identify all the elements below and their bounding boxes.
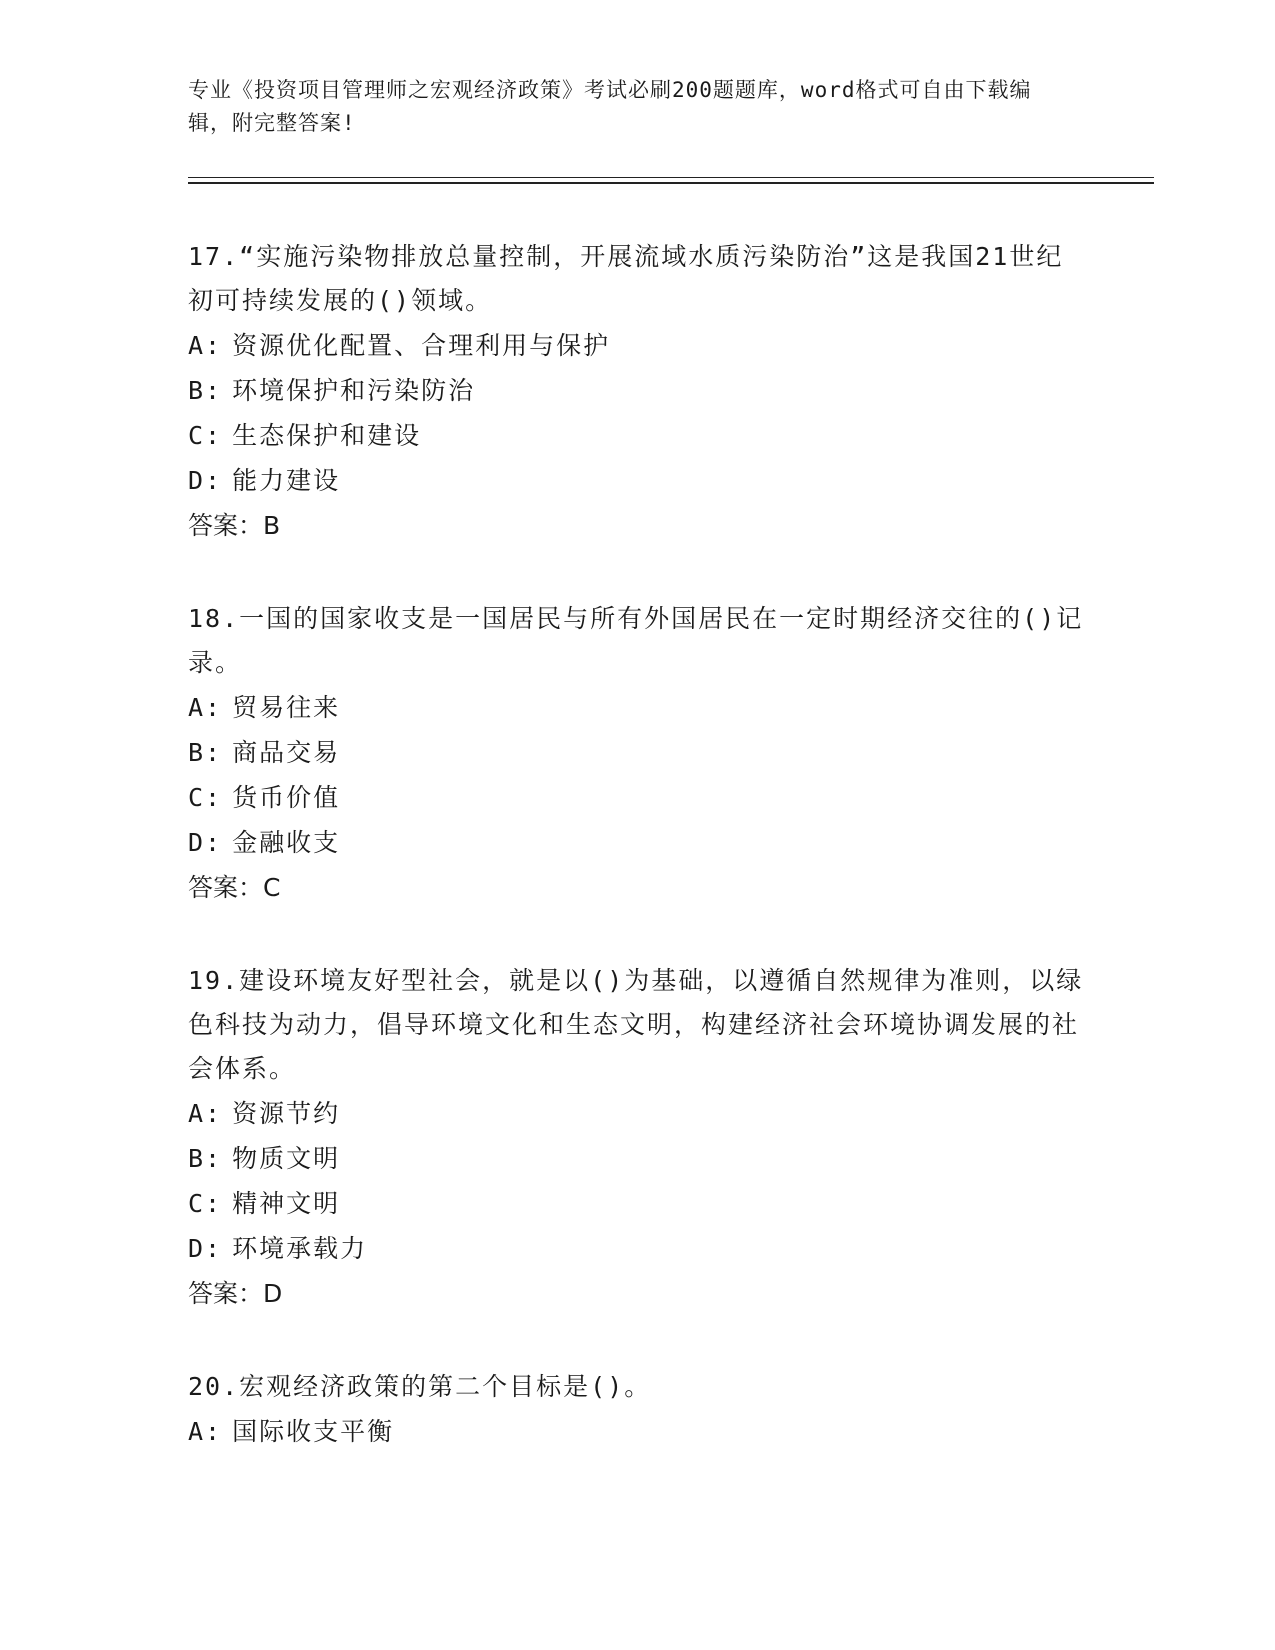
answer-line: 答案：C [188, 873, 281, 902]
option-d [188, 1226, 1088, 1271]
option-text: 资源优化配置、合理利用与保护 [232, 331, 611, 360]
header-rule-thick [188, 182, 1154, 184]
option-a [188, 323, 1088, 368]
option-text: 精神文明 [232, 1189, 341, 1218]
option-d [188, 458, 1088, 503]
option-text: 环境承载力 [232, 1234, 368, 1263]
option-text: 物质文明 [232, 1144, 341, 1173]
option-text: 货币价值 [232, 783, 341, 812]
option-text: 国际收支平衡 [232, 1417, 395, 1446]
option-key: C: [188, 1189, 223, 1218]
option-a [188, 1409, 1088, 1454]
option-a [188, 685, 1088, 730]
option-key: B: [188, 376, 223, 405]
question-item [188, 1365, 1088, 1454]
option-key: B: [188, 1144, 223, 1173]
question-stem: 18.一国的国家收支是一国居民与所有外国居民在一定时期经济交往的()记录。 [188, 604, 1084, 677]
option-text: 金融收支 [232, 828, 341, 857]
option-key: A: [188, 331, 223, 360]
option-c [188, 413, 1088, 458]
option-d [188, 820, 1088, 865]
option-a [188, 1091, 1088, 1136]
option-text: 商品交易 [232, 738, 341, 767]
option-b [188, 368, 1088, 413]
answer-line: 答案：B [188, 511, 281, 540]
option-text: 能力建设 [232, 466, 341, 495]
option-key: C: [188, 783, 223, 812]
question-item [188, 235, 1088, 549]
option-key: C: [188, 421, 223, 450]
option-text: 环境保护和污染防治 [232, 376, 476, 405]
answer-line: 答案：D [188, 1279, 283, 1308]
option-c [188, 775, 1088, 820]
question-item [188, 597, 1088, 911]
question-stem: 20.宏观经济政策的第二个目标是()。 [188, 1372, 652, 1401]
header-rule-thin [188, 177, 1154, 178]
option-b [188, 730, 1088, 775]
option-key: D: [188, 828, 223, 857]
question-stem: 17.“实施污染物排放总量控制，开展流域水质污染防治”这是我国21世纪初可持续发展的()领域。 [188, 242, 1064, 315]
question-list [188, 235, 1088, 1502]
option-key: A: [188, 1099, 223, 1128]
option-text: 贸易往来 [232, 693, 341, 722]
option-key: B: [188, 738, 223, 767]
document-header: 专业《投资项目管理师之宏观经济政策》考试必刷200题题库，word格式可自由下载编辑，附完整答案! [188, 78, 1032, 135]
option-key: D: [188, 466, 223, 495]
option-key: D: [188, 1234, 223, 1263]
option-text: 生态保护和建设 [232, 421, 422, 450]
question-stem: 19.建设环境友好型社会，就是以()为基础，以遵循自然规律为准则，以绿色科技为动力，倡导环境文化和生态文明，构建经济社会环境协调发展的社会体系。 [188, 966, 1084, 1083]
option-b [188, 1136, 1088, 1181]
option-text: 资源节约 [232, 1099, 341, 1128]
option-c [188, 1181, 1088, 1226]
question-item [188, 959, 1088, 1317]
option-key: A: [188, 1417, 223, 1446]
option-key: A: [188, 693, 223, 722]
